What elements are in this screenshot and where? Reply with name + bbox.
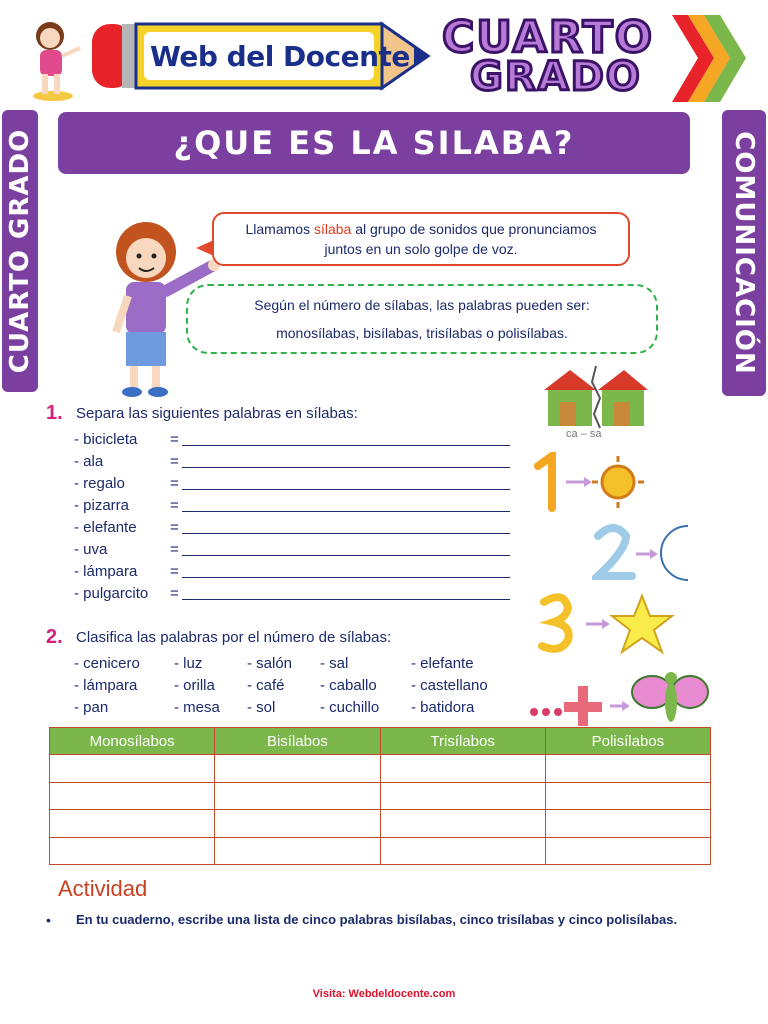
three-star-illustration-icon: [538, 592, 678, 656]
activity-bullet: •: [46, 912, 51, 928]
table-cell[interactable]: [215, 810, 380, 838]
word-label: - elefante: [74, 519, 137, 536]
word-label: - ala: [74, 453, 104, 470]
table-cell[interactable]: [380, 782, 545, 810]
table-row: [50, 755, 711, 783]
word-label: - pizarra: [74, 497, 130, 514]
equals-sign: =: [170, 475, 179, 492]
table-cell[interactable]: [545, 782, 710, 810]
equals-sign: =: [170, 453, 179, 470]
classify-word: - cuchillo: [320, 699, 380, 716]
word-label: - lámpara: [74, 563, 138, 580]
classify-word: - castellano: [411, 677, 488, 694]
table-header-cell: Bisílabos: [215, 728, 380, 755]
classify-word: - salón: [247, 655, 293, 672]
table-cell[interactable]: [545, 837, 710, 865]
table-cell[interactable]: [50, 755, 215, 783]
equals-sign: =: [170, 585, 179, 602]
bubble-text-part1: Llamamos: [245, 221, 314, 237]
table-header-cell: Monosílabos: [50, 728, 215, 755]
equals-sign: =: [170, 563, 179, 580]
word-label: - uva: [74, 541, 108, 558]
table-cell[interactable]: [380, 837, 545, 865]
equals-sign: =: [170, 541, 179, 558]
classify-word: - café: [247, 677, 285, 694]
bubble-text-part2: al grupo de sonidos que pronunciamos: [351, 221, 597, 237]
table-cell[interactable]: [50, 837, 215, 865]
table-cell[interactable]: [545, 755, 710, 783]
classify-word: - cenicero: [74, 655, 140, 672]
side-label-grade-text: CUARTO GRADO: [5, 128, 35, 374]
bubble-line1: [214, 219, 628, 239]
grade-title-line1: CUARTO: [442, 12, 655, 63]
activity-title: Actividad: [58, 876, 148, 901]
classify-word: - luz: [174, 655, 203, 672]
table-header-row: [50, 728, 711, 755]
classify-word: - lámpara: [74, 677, 138, 694]
table-cell[interactable]: [50, 782, 215, 810]
side-label-grade: [2, 110, 38, 392]
brand-name: Web del Docente: [150, 40, 410, 73]
definition-cloud: [186, 284, 658, 354]
classify-word: - mesa: [174, 699, 220, 716]
table-row: [50, 837, 711, 865]
answer-line[interactable]: [182, 467, 510, 468]
table-cell[interactable]: [215, 755, 380, 783]
activity-text: En tu cuaderno, escribe una lista de cinco palabras bisílabas, cinco trisílabas y cinco polisílabas.: [76, 912, 678, 927]
table-cell[interactable]: [215, 837, 380, 865]
classify-word: - sol: [247, 699, 276, 716]
word-label: - regalo: [74, 475, 125, 492]
one-sun-illustration-icon: [532, 452, 652, 512]
side-label-subject: [722, 110, 766, 396]
title-banner: [58, 112, 690, 174]
word-label: - bicicleta: [74, 431, 138, 448]
answer-line[interactable]: [182, 577, 510, 578]
table-cell[interactable]: [545, 810, 710, 838]
two-moon-illustration-icon: [592, 522, 710, 584]
page-title: ¿QUE ES LA SILABA?: [173, 124, 575, 162]
classification-table: [49, 727, 711, 865]
table-row: [50, 782, 711, 810]
answer-line[interactable]: [182, 599, 510, 600]
speech-bubble: [212, 212, 630, 266]
classify-word: - caballo: [320, 677, 377, 694]
table-cell[interactable]: [380, 755, 545, 783]
house-syllable-caption: ca – sa: [566, 428, 602, 440]
equals-sign: =: [170, 431, 179, 448]
cloud-line2: monosílabas, bisílabas, trisílabas o polisílabas.: [276, 325, 568, 341]
answer-line[interactable]: [182, 445, 510, 446]
teacher-illustration-icon: [20, 14, 86, 102]
grade-title-line2: GRADO: [470, 54, 642, 100]
section1-instruction: Separa las siguientes palabras en sílabas:: [76, 405, 358, 422]
cloud-line1: Según el número de sílabas, las palabras pueden ser:: [254, 297, 590, 313]
table-header-cell: Trisílabos: [380, 728, 545, 755]
footer-link[interactable]: Visita: Webdeldocente.com: [312, 988, 456, 1000]
classify-word: - batidora: [411, 699, 475, 716]
bubble-highlight: sílaba: [313, 221, 352, 237]
table-cell[interactable]: [380, 810, 545, 838]
classify-word: - sal: [320, 655, 349, 672]
section1-number: 1.: [46, 402, 63, 424]
table-row: [50, 810, 711, 838]
equals-sign: =: [170, 519, 179, 536]
equals-sign: =: [170, 497, 179, 514]
answer-line[interactable]: [182, 555, 510, 556]
table-cell[interactable]: [215, 782, 380, 810]
answer-line[interactable]: [182, 489, 510, 490]
plus-butterfly-illustration-icon: [526, 662, 710, 732]
classify-word: - elefante: [411, 655, 474, 672]
answer-line[interactable]: [182, 511, 510, 512]
section2-number: 2.: [46, 626, 63, 648]
bubble-line2: juntos en un solo golpe de voz.: [324, 241, 518, 257]
table-header-cell: Polisílabos: [545, 728, 710, 755]
table-cell[interactable]: [50, 810, 215, 838]
section2-instruction: Clasifica las palabras por el número de sílabas:: [76, 629, 392, 646]
classify-word: - pan: [74, 699, 109, 716]
classify-word: - orilla: [174, 677, 215, 694]
side-label-subject-text: COMUNICACIÓN: [729, 131, 759, 375]
answer-line[interactable]: [182, 533, 510, 534]
word-label: - pulgarcito: [74, 585, 149, 602]
